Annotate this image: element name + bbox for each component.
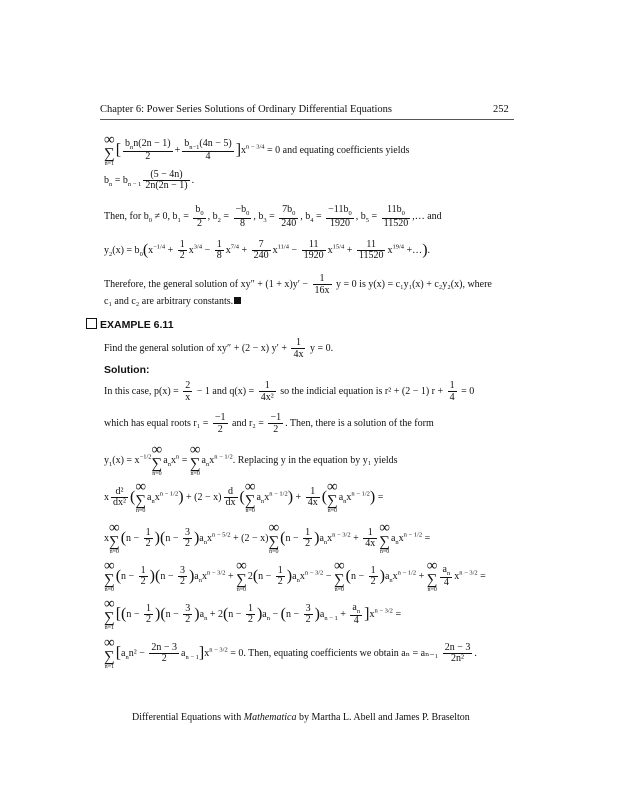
equation-expanded-1: x∞ ∑ n=0 (n − $\frac{1}{2}$ )(n − $\frac{3}{2}$ )$a_nx^{n - 5/2} + (2 - x)\infty$ ∑ n=0 (n − $\frac{1}{2}$ )$a_nx^{n - 3/2}$ + $\frac{1}{4x}$ ∞ ∑ n=0 $a_nx^{n - 1/2}$ =: [104, 520, 431, 555]
example-prompt: Find the general solution of xy″ + (2 − x) y′ + $\frac{1}{4x}$ y = 0.: [104, 337, 334, 360]
equation-expanded-3: ∞ ∑ n=1 [(n − $\frac{1}{2}$ )(n − $\frac{3}{2}$ )$a_n + 2(n$ − $\frac{1}{2}$ )$a_n - (n$ − $\frac{3}{2}$ )$a_{n - 1}$ + $\frac{a_n}{4}$ ]$x^{n - 3/2}$ =: [104, 596, 402, 631]
equation-sum-coefficients: ∞ ∑ n=1 [ $\frac{b_nn(2n - 1)}{2}$ + $\frac{b_{n-1}(4n - 5)}{4}$ ]$x^{n - 3/4} = 0$ and equating coefficients yields: [104, 132, 410, 167]
example-heading: [86, 318, 174, 331]
constants-line: c₁ and c₂ are arbitrary constants.: [104, 296, 234, 307]
general-solution-tail: y = 0 is y(x) = c₁y₁(x) + c₂y₂(x), where: [336, 278, 492, 290]
roots-mid: and r₂ =: [232, 417, 264, 429]
qed-square-icon: [234, 297, 241, 304]
coefficients-lead-text: Then, for b: [104, 211, 149, 223]
prompt-lead: Find the general solution of xy″ + (2 − x) y′ +: [104, 342, 287, 354]
roots-text: which has equal roots r₁ = $\frac{-1}{2}$ and r₂ = $\frac{-1}{2}$ . Then, there is a solution of the form: [104, 412, 434, 435]
general-solution-lead: Therefore, the general solution of xy″ + (1 + x)y′ −: [104, 278, 309, 290]
equation-derivative-substitution: x $\frac{\text{d²}}{\text{dx²}}$ (∞ ∑ n=0 $a_nx^{n - 1/2}) + (2 - x)$ $\frac{d}{dx}$ (∞ ∑ n=0 $a_nx^{n - 1/2}$) + $\frac{1}{4x}$ (∞ ∑ n=0 $a_nx^{n - 1/2}$) =: [104, 479, 384, 514]
footer-prefix: Differential Equations with: [132, 712, 244, 723]
prompt-tail: y = 0.: [309, 342, 334, 354]
roots-lead: which has equal roots r₁ =: [104, 417, 209, 429]
case-mid: − 1 and q(x) =: [196, 385, 255, 397]
page-number: 252: [493, 104, 509, 115]
equation-recurrence: $b_n = b_{n - 1}$ $\frac{(5 - 4n)}{2n(2n - 1)}$ .: [104, 169, 195, 191]
constants-text: [104, 296, 241, 307]
equation-tail-text: = 0 and equating coefficients yields: [267, 144, 410, 156]
equation-coefficients-list: Then, for $b_0 \ne 0$, $b_1$ = $\frac{b_0}{2}$ , $b_2$ = $\frac{-b_0}{8}$ , $b_3$ = $\frac{7b_0}{240}$ , $b_4$ = $\frac{-11b_0}{1920}$ , $b_5$ = $\frac{11b_0}{11520}$ ,… and: [104, 204, 442, 229]
case-end: = 0: [461, 385, 475, 397]
footer-italic: Mathematica: [243, 712, 297, 723]
case-tail: so the indicial equation is r² + (2 − 1) r +: [280, 385, 444, 397]
equation-final: ∞ ∑ n=1 [$a_nn^2$ − $\frac{2n - 3}{2}$ $a_{n - 1}]x^{n - 3/2} = 0$. Then, equating coefficients we obtain aₙ = aₙ₋₁ $\frac{2n - 3}{\text{2n²}}$ .: [104, 635, 477, 670]
general-solution-text: Therefore, the general solution of xy″ + (1 + x)y′ − $\frac{1}{16x}$ y = 0 is y(x) = c₁y₁(x) + c₂y₂(x), where: [104, 273, 492, 296]
chapter-title: Chapter 6: Power Series Solutions of Ordinary Differential Equations: [100, 104, 393, 115]
indicial-case-text: In this case, p(x) = $\frac{2}{x}$ − 1 and q(x) = $\frac{1}{\text{4x²}}$ so the indicial equation is r² + (2 − 1) r + $\frac{1}{4}$ = 0: [104, 380, 475, 403]
footer-suffix: by Martha L. Abell and James P. Braselton: [296, 712, 470, 723]
checkbox-icon: [86, 318, 97, 329]
replace-text: . Replacing y in the equation by y₁ yields: [232, 454, 398, 466]
example-title: EXAMPLE 6.11: [100, 319, 174, 331]
coefficients-tail-text: and: [427, 211, 442, 223]
equation-y2-series: $y_2(x) = b_0(x^{-1/4}$ + $\frac{1}{2}$ $x^{3/4}$ − $\frac{1}{8}$ $x^{7/4}$ + $\frac{7}{240}$ $x^{11/4}$ − $\frac{11}{1920}$ $x^{15/4}$ + $\frac{11}{11520}$ $x^{19/4}$ +…).: [104, 239, 431, 261]
equation-expanded-2: ∞ ∑ n=0 (n − $\frac{1}{2}$ )(n − $\frac{3}{2}$ )$a_nx^{n - 3/2}$ + ∞ ∑ n=0 2(n − $\frac{1}{2}$ )$a_nx^{n - 3/2}$ − ∞ ∑ n=0 (n − $\frac{1}{2}$ )$a_nx^{n - 1/2}$ + ∞ ∑ n=0 $\frac{a_n}{4}$ $x^{n - 3/2}$ =: [104, 558, 486, 593]
page-footer: [132, 712, 470, 723]
case-lead: In this case, p(x) =: [104, 385, 179, 397]
equation-y1-form: $y_1(x) = x^{-1/2}\infty$ ∑ n=0 $a_nx^n$ = ∞ ∑ n=0 $a_nx^{n - 1/2}$. Replacing y in the equation by y₁ yields: [104, 442, 398, 477]
header-rule: [100, 119, 514, 120]
roots-tail: . Then, there is a solution of the form: [285, 417, 434, 429]
final-text: = 0. Then, equating coefficients we obtain aₙ = aₙ₋₁: [230, 647, 439, 659]
solution-label: Solution:: [104, 364, 150, 376]
